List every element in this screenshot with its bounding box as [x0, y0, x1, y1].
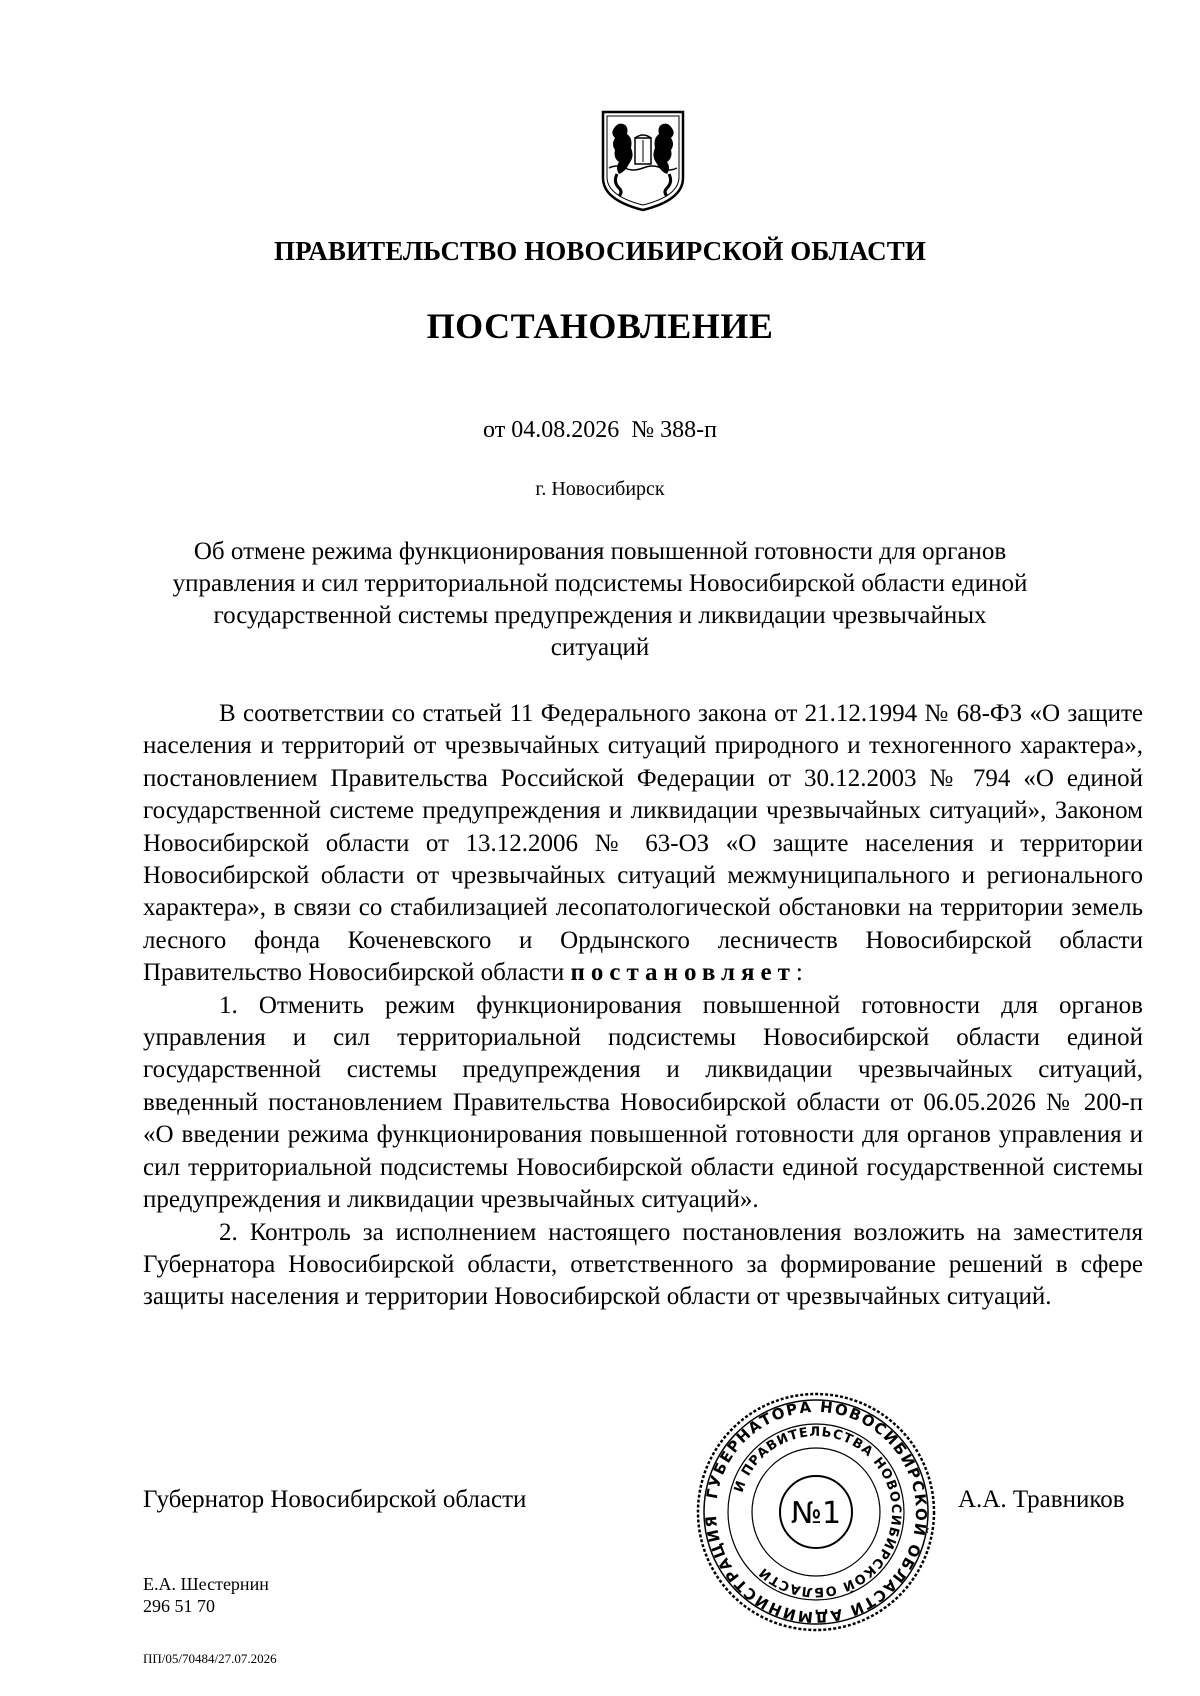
resolves-colon: :: [795, 959, 803, 987]
coat-of-arms-icon: [599, 108, 687, 214]
document-date-number: от 04.08.2026 № 388-п: [483, 417, 717, 443]
document-reference: ПП/05/70484/27.07.2026: [143, 1651, 277, 1666]
resolves-word: постановляет: [570, 959, 796, 987]
body-preamble: В соответствии со статьей 11 Федерального закона от 21.12.1994 № 68-ФЗ «О защите населения и территорий от чрезвычайных ситуаций природного и техногенного характера», постановлением Правительства Российской Федерации от 30.12.2003 № 794 «О единой государственной системе предупреждения и ликвидации чрезвычайных ситуаций», Законом Новосибирской области от 13.12.2006 № 63-ОЗ «О защите населения и территории Новосибирской области от чрезвычайных ситуаций межмуниципального и регионального характера», в связи со стабилизацией лесопатологической обстановки на территории земель лесного фонда Коченевского и Ордынского лесничеств Новосибирской области Правительство Новосибирской области постановляет:: [143, 700, 1143, 987]
executor-name: Е.А. Шестернин: [143, 1574, 269, 1594]
signer-position: Губернатор Новосибирской области: [143, 1486, 527, 1513]
seal-center-text: №1: [790, 1496, 842, 1531]
signer-name: А.А. Травников: [958, 1486, 1125, 1513]
body-item-1: 1. Отменить режим функционирования повышенной готовности для органов управления и сил территориальной подсистемы Новосибирской области единой государственной системы предупреждения и ликвидации чрезвычайных ситуаций, введенный постановлением Правительства Новосибирской области от 06.05.2026 № 200-п «О введении режима функционирования повышенной готовности для органов управления и сил территориальной подсистемы Новосибирской области единой государственной системы предупреждения и ликвидации чрезвычайных ситуаций».: [143, 991, 1143, 1214]
document-body: [143, 698, 1143, 1314]
document-type: ПОСТАНОВЛЕНИЕ: [426, 306, 774, 346]
seal-inner-text: И ПРАВИТЕЛЬСТВА НОВОСИБИРСКОЙ ОБЛАСТИ: [731, 1424, 904, 1600]
body-item-2: 2. Контроль за исполнением настоящего постановления возложить на заместителя Губернатора Новосибирской области, ответственного за формирование решений в сфере защиты населения и территории Новосибирской области от чрезвычайных ситуаций.: [143, 1218, 1143, 1311]
organization-title: ПРАВИТЕЛЬСТВО НОВОСИБИРСКОЙ ОБЛАСТИ: [274, 236, 926, 266]
document-city: г. Новосибирск: [535, 478, 665, 500]
executor-phone: 296 51 70: [143, 1596, 215, 1616]
seal-outer-text: ГУБЕРНАТОРА НОВОСИБИРСКОЙ ОБЛАСТИ АДМИНИСТРАЦИЯ: [701, 1397, 931, 1627]
document-subject: Об отмене режима функционирования повышенной готовности для органов управления и сил территориальной подсистемы Новосибирской области единой государственной системы предупреждения и ликвидации чрезвычайных ситуаций: [172, 538, 1028, 661]
official-seal-stamp: [694, 1390, 938, 1634]
executor-block: [143, 1573, 269, 1617]
